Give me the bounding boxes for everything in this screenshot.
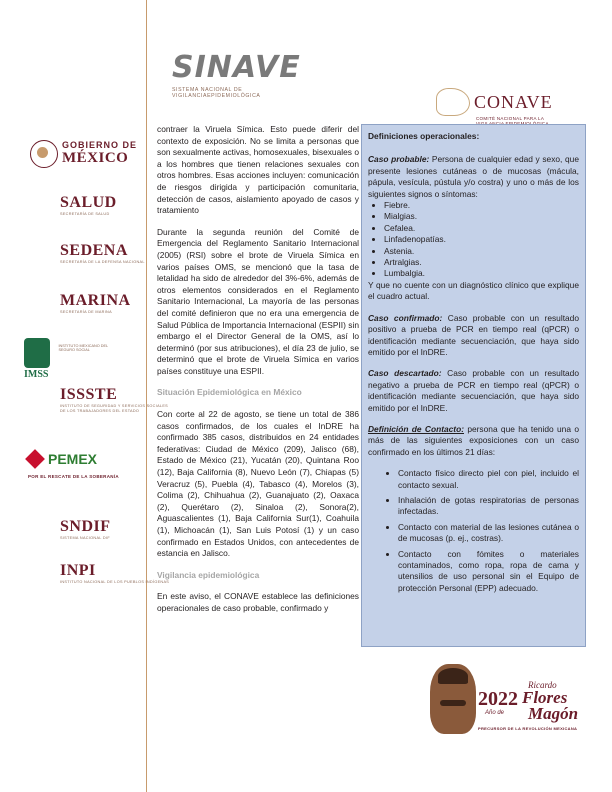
sinave-logo [172, 50, 301, 99]
list-item: • Lumbalgia. [384, 268, 579, 279]
list-item: • Contacto con material de las lesiones cutánea o de mucosas (p. ej., costras). [398, 522, 579, 545]
heading-vigilancia: Vigilancia epidemiológica [157, 569, 260, 580]
national-emblem-icon [30, 140, 58, 168]
list-item: • Fiebre. [384, 200, 579, 211]
paragraph-cases: Con corte al 22 de agosto, se tiene un total de 386 casos confirmados, de los cuales el InDRE ha confirmado 385 casos, distribuidos en 24 entidades federativas: Ciudad de México (209), Jalisco (68), Estado de México (21), Yucatán (20), Quintana Roo (12), Baja California (8), Nuevo León (7), Chiapas (5) Veracruz (5), Puebla (4), Tabasco (4), Morelos (3), Colima (2), Chihuahua (2), Guanajuato (2), Oaxaca (2), Querétaro (2), Sinaloa (2), Sonora(2), Aguascalientes (1), Baja California Sur(1), Coahuila (1), Michoacán (1), San Luis Potosí (1) y un caso confirmado en Estados Unidos, con antecedentes de estancia en Jalisco. [157, 409, 359, 559]
marina-logo [60, 292, 170, 315]
text-caso-confirmado: Caso probable con un resultado positivo a prueba de PCR en tiempo real (qPCR) o identificación mediante secuenciación, que haya sido emitido por el InDRE. [368, 312, 579, 357]
gobierno-de-mexico-logo [30, 140, 140, 167]
probable-tail: Y que no cuente con un diagnóstico clínico que explique el cuadro actual. [368, 279, 579, 302]
definitions-box [361, 124, 586, 647]
badge-ano-de: Año de [485, 710, 505, 716]
sndif-logo [60, 518, 170, 541]
imss-subtitle: INSTITUTO MEXICANO DEL SEGURO SOCIAL [58, 343, 109, 352]
list-item: • Inhalación de gotas respiratorias de personas infectadas. [398, 495, 579, 518]
flores-magon-2022-badge [430, 664, 580, 744]
portrait-icon [430, 664, 476, 734]
paragraph-rsi-committee: Durante la segunda reunión del Comité de Emergencia del Reglamento Sanitario Internacional (2005) (RSI) sobre el brote de Viruela Símica en varios países OMS, se mencionó que la tasa de letalidad ha sido de alrededor del 3%-6%, además de otros elementos considerados en el Reglamento Sanitario Internacional, La mayoría de las personas del comité definieron que no era una emergencia de Salud Pública de Importancia Internacional (ESPII) sin embargo el el Director General de la OMS, así lo determinó (por sus atribuciones), el día 23 de julio, se determinó que el brote de Viruela Símica en varios países constituye una ESPII. [157, 226, 359, 376]
paragraph-exposure: contraer la Viruela Símica. Esto puede diferir del contexto de exposición. No se limita a personas que son sexualmente activas, homosexuales, bisexuales o a los hombres que tienen relaciones sexuales con otros hombres. Esas acciones incluyen: comunicación de riesgos dirigida y participación comunitaria, detección de casos, aislamiento apoyado de casos y tratamiento [157, 124, 359, 216]
gobierno-line1: GOBIERNO DE [62, 140, 138, 150]
mexico-map-icon [436, 88, 470, 116]
text-caso-descartado: Caso probable con un resultado negativo a prueba de PCR en tiempo real (qPCR) o identificación mediante secuenciación, que haya sido emitido por el InDRE. [368, 368, 579, 413]
sndif-name: SNDIF [60, 518, 111, 535]
def-caso-probable [368, 154, 579, 200]
heading-situacion: Situación Epidemiológica en México [157, 387, 302, 398]
badge-name-flores: Flores [522, 688, 568, 707]
issste-name: ISSSTE [60, 386, 118, 403]
issste-logo [60, 386, 170, 413]
list-item: • Astenia. [384, 246, 579, 257]
imss-name: IMSS [24, 369, 49, 380]
conave-sub-line1: COMITÉ NACIONAL PARA LA [476, 116, 545, 121]
inpi-subtitle: INSTITUTO NACIONAL DE LOS PUEBLOS INDÍGENAS [60, 580, 170, 584]
paragraph-aviso: En este aviso, el CONAVE establece las definiciones operacionales de caso probable, confirmado y [157, 591, 359, 613]
badge-year: 2022 [478, 688, 518, 710]
list-item: • Linfadenopatías. [384, 234, 579, 245]
imss-logo [24, 338, 134, 380]
marina-name: MARINA [60, 292, 131, 309]
label-caso-confirmado: Caso confirmado: [368, 312, 443, 323]
label-caso-descartado: Caso descartado: [368, 368, 442, 379]
label-contacto: Definición de Contacto: [368, 423, 464, 434]
list-item: • Mialgias. [384, 211, 579, 222]
marina-subtitle: SECRETARÍA DE MARINA [60, 310, 112, 314]
issste-subtitle: INSTITUTO DE SEGURIDAD Y SERVICIOS SOCIALES DE LOS TRABAJADORES DEL ESTADO [60, 404, 168, 413]
list-item: • Artralgias. [384, 257, 579, 268]
label-caso-probable: Caso probable: [368, 154, 430, 165]
list-item: • Contacto físico directo piel con piel, incluido el contacto sexual. [398, 468, 579, 491]
gobierno-line2: MÉXICO [62, 150, 129, 166]
sinave-sub-line1: SISTEMA NACIONAL DE [172, 87, 243, 93]
imss-emblem-icon [24, 338, 50, 380]
pemex-tagline: POR EL RESCATE DE LA SOBERANÍA [28, 474, 119, 479]
badge-name-magon: Magón [528, 704, 579, 723]
body-column [157, 124, 359, 625]
list-item: • Cefalea. [384, 223, 579, 234]
inpi-name: INPI [60, 562, 96, 579]
conave-mark: CONAVE [474, 91, 553, 112]
badge-precursor: PRECURSOR DE LA REVOLUCIÓN MEXICANA [478, 726, 578, 731]
exposures-list [368, 468, 579, 594]
sinave-mark: SINAVE [172, 50, 301, 85]
salud-subtitle: SECRETARÍA DE SALUD [60, 212, 110, 216]
sinave-subtitle [172, 87, 301, 99]
sedena-name: SEDENA [60, 242, 128, 259]
signs-list [368, 200, 579, 280]
pemex-name: PEMEX [48, 450, 98, 467]
list-item: • Contacto con fómites o materiales contaminados, como ropa, ropa de cama y utensilios de uso personal sin el Equipo de protección Personal (EPP) adecuado. [398, 549, 579, 595]
sedena-logo [60, 242, 170, 265]
pemex-logo [28, 450, 138, 479]
text-contacto: persona que ha tenido una o más de las siguientes exposiciones con un caso confirmado en los últimos 21 días: [368, 423, 579, 457]
conave-logo [436, 88, 553, 126]
salud-name: SALUD [60, 194, 117, 211]
sinave-sub-line2: VIGILANCIAEPIDEMIOLÓGICA [172, 93, 261, 99]
def-caso-descartado [368, 368, 579, 414]
definitions-heading: Definiciones operacionales: [368, 131, 480, 141]
sedena-subtitle: SECRETARÍA DE LA DEFENSA NACIONAL [60, 260, 145, 264]
salud-logo [60, 194, 170, 217]
def-caso-confirmado [368, 313, 579, 359]
text-caso-probable: Persona de cualquier edad y sexo, que presente lesiones cutáneas o de mucosas (mácula, pápula, vesícula, pústula y/o costra) y uno o más de los siguientes signos o síntomas: [368, 154, 579, 199]
sndif-subtitle: SISTEMA NACIONAL DIF [60, 536, 110, 540]
badge-name-ricardo: Ricardo [528, 680, 557, 690]
pemex-flame-icon [25, 449, 45, 469]
def-contacto [368, 424, 579, 458]
inpi-logo [60, 562, 170, 585]
